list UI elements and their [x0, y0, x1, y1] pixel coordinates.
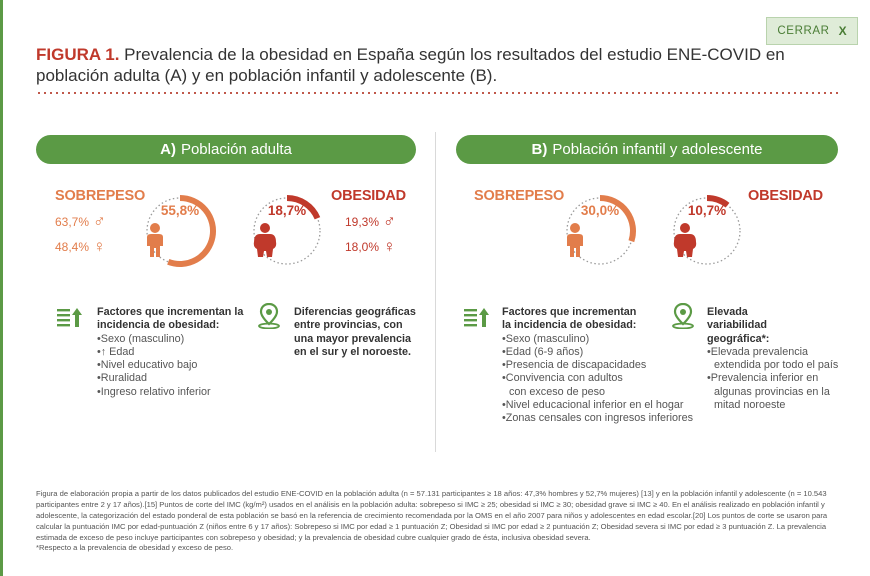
panel-b-obesity-ring	[670, 194, 744, 268]
panel-b-overweight-value: 30,0%	[580, 203, 620, 218]
list-item: extendida por todo el país	[714, 359, 839, 372]
footnote-star: *Respecto a la prevalencia de obesidad y exceso de peso.	[36, 543, 234, 552]
figure-label: FIGURA 1.	[36, 45, 120, 64]
map-pin-icon	[257, 303, 281, 334]
panel-a-obesity-female	[345, 238, 396, 255]
list-item: • ↑ Edad	[97, 346, 247, 359]
panel-a-obesity-male	[345, 213, 396, 230]
obesity-male-value: 19,3%	[345, 214, 380, 229]
overweight-male-value: 63,7%	[55, 214, 90, 229]
list-item: • Ruralidad	[97, 372, 247, 385]
obesity-female-value: 18,0%	[345, 239, 380, 254]
female-icon: ♀	[383, 237, 396, 256]
factors-list	[97, 333, 247, 399]
panel-a-overweight-female	[55, 238, 106, 255]
panel-b-letter: B)	[531, 141, 548, 158]
factors-heading: Factores que incrementan la incidencia de obesidad:	[97, 306, 244, 332]
panel-a-header	[36, 135, 416, 164]
close-icon: X	[838, 24, 847, 38]
panel-b-geo	[707, 306, 842, 412]
list-item: con exceso de peso	[509, 385, 606, 398]
list-item: • Sexo (masculino)	[97, 333, 247, 346]
geo-heading: Elevada variabilidad geográfica*:	[707, 306, 770, 345]
list-item: • Presencia de discapacidades	[502, 359, 702, 372]
panel-a-geo	[294, 306, 416, 359]
panel-b-overweight-ring	[563, 194, 637, 268]
list-item: • Nivel educacional inferior en el hogar	[502, 399, 702, 412]
list-item: • Ingreso relativo inferior	[97, 386, 247, 399]
panel-a-label: Población adulta	[180, 141, 292, 158]
list-item: • Nivel educativo bajo	[97, 359, 247, 372]
factors-heading: Factores que incrementan la incidencia de obesidad:	[502, 306, 637, 332]
female-icon: ♀	[93, 237, 106, 256]
panel-a-obesity-word: OBESIDAD	[331, 188, 406, 204]
panel-b-overweight-word: SOBREPESO	[474, 188, 565, 204]
panel-a-obesity-ring	[250, 194, 324, 268]
panel-b-header	[456, 135, 838, 164]
figure-title-text: Prevalencia de la obesidad en España según los resultados del estudio ENE-COVID en población adulta (A) y en población infantil y adolescente (B).	[36, 45, 785, 85]
list-item: mitad noroeste	[714, 399, 786, 412]
panel-b-obesity-value: 10,7%	[687, 203, 727, 218]
panel-b-obesity-word: OBESIDAD	[748, 188, 823, 204]
list-item: • Zonas censales con ingresos inferiores	[502, 412, 702, 425]
geo-heading: Diferencias geográficas entre provincias, con una mayor prevalencia en el sur y el noroeste.	[294, 306, 416, 358]
list-item: algunas provincias en la	[714, 385, 830, 398]
panel-a-factors	[97, 306, 247, 399]
list-item: • Sexo (masculino)	[502, 333, 702, 346]
panel-b-label: Población infantil y adolescente	[552, 141, 763, 158]
male-icon: ♂	[93, 212, 106, 231]
list-item: • Prevalencia inferior en	[707, 372, 842, 385]
dotted-divider	[36, 92, 838, 94]
overweight-female-value: 48,4%	[55, 239, 90, 254]
panel-separator	[435, 132, 436, 452]
list-up-arrow-icon	[57, 306, 83, 333]
panel-a-overweight-word: SOBREPESO	[55, 188, 146, 204]
panel-a-overweight-value: 55,8%	[160, 203, 200, 218]
left-accent-rule	[0, 0, 3, 576]
map-pin-icon	[671, 303, 695, 334]
panel-a-overweight-ring	[143, 194, 217, 268]
panel-a-obesity-value: 18,7%	[267, 203, 307, 218]
close-button[interactable]	[766, 17, 858, 45]
list-item: • Convivencia con adultos	[502, 372, 702, 385]
list-item: • Edad (6-9 años)	[502, 346, 702, 359]
close-button-label: CERRAR	[777, 25, 830, 37]
list-item: • Elevada prevalencia	[707, 346, 842, 359]
male-icon: ♂	[383, 212, 396, 231]
list-up-arrow-icon	[464, 306, 490, 333]
panel-a-letter: A)	[160, 141, 176, 158]
geo-list	[707, 346, 842, 412]
factors-list	[502, 333, 702, 426]
footnote: Figura de elaboración propia a partir de los datos publicados del estudio ENE-COVID en la población adulta (n = 57.131 participantes ≥ 18 años: 47,3% hombres y 52,7% mujeres) [13] y en la población infantil y adolescente (n = 10.543 participantes entre 2 y 17 años).[15] Puntos de corte del IMC (kg/m²) usados en el análisis en la población adulta: sobrepeso si IMC ≥ 25; obesidad si IMC ≥ 30; obesidad grave si IMC ≥ 40. En el análisis realizado en población infantil y adolescente, la categorización del estado ponderal de esta población se basó en la referencia de crecimiento recomendada por la OMS en el año 2007 para niños y adolescentes en edad escolar.[20] Los puntos de corte se usaron para calcular la puntuación IMC por edad-puntuación Z (niños entre 6 y 17 años): Sobrepeso si IMC por edad ≥ 1 puntuación Z; Obesidad si IMC por edad ≥ 2 puntuación Z; Obesidad severa si IMC por edad ≥ 3 puntuación Z. La prevalencia estimada de exceso de peso incluye participantes con sobrepeso y obesidad; y la prevalencia de obesidad cubre cualquier grado de ésta, inclusiva obesidad severa.	[36, 489, 828, 543]
panel-a-overweight-male	[55, 213, 106, 230]
figure-title	[36, 44, 796, 86]
